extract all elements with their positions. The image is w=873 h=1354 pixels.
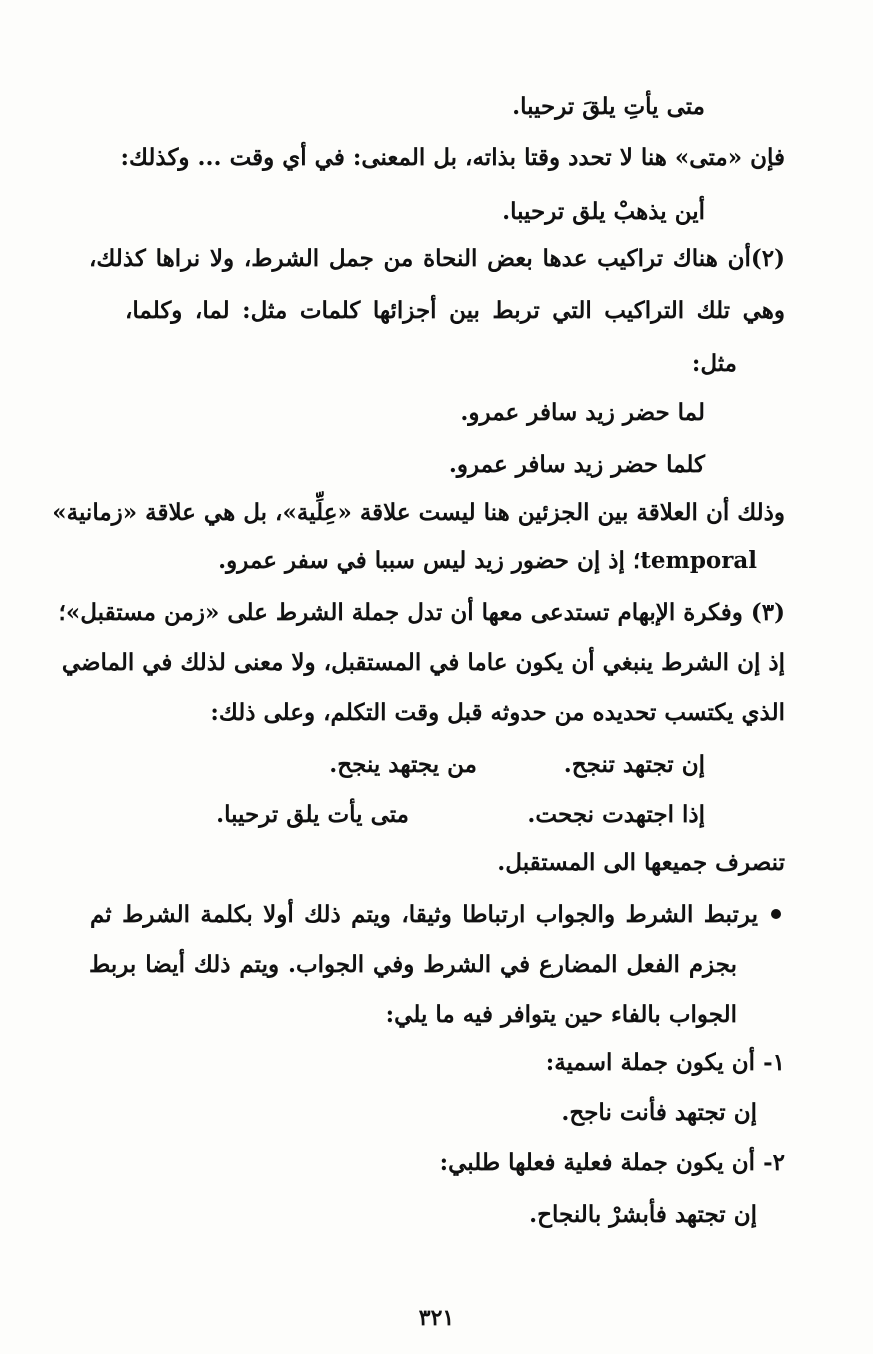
text-line: إن تجتهد فأبشرْ بالنجاح.	[529, 1201, 757, 1228]
text-line: (٢)أن هناك تراكيب عدها بعض النحاة من جمل الشرط، ولا نراها كذلك،	[89, 245, 785, 272]
text-line: الجواب بالفاء حين يتوافر فيه ما يلي:	[385, 1001, 737, 1028]
text-line: تنصرف جميعها الى المستقبل.	[497, 849, 785, 876]
page-number: ٣٢١	[418, 1305, 455, 1331]
text-line: إذ إن الشرط ينبغي أن يكون عاما في المستقبل، ولا معنى لذلك في الماضي	[61, 649, 785, 676]
text-line: إن تجتهد فأنت ناجح.	[561, 1099, 757, 1126]
text-line: فإن «متى» هنا لا تحدد وقتا بذاته، بل المعنى: في أي وقت ... وكذلك:	[120, 144, 785, 171]
text-line: يرتبط الشرط والجواب ارتباطا وثيقا، ويتم ذلك أولا بكلمة الشرط ثم	[90, 901, 758, 928]
text-line: الذي يكتسب تحديده من حدوثه قبل وقت التكلم، وعلى ذلك:	[210, 699, 785, 726]
text-line: ٢- أن يكون جملة فعلية فعلها طلبي:	[439, 1149, 785, 1176]
text-line: (٣) وفكرة الإبهام تستدعى معها أن تدل جملة الشرط على «زمن مستقبل»؛	[58, 599, 785, 626]
text-line: ١- أن يكون جملة اسمية:	[545, 1049, 785, 1076]
text-line: لما حضر زيد سافر عمرو.	[460, 399, 705, 426]
example-text: متى يأت يلق ترحيبا.	[216, 801, 409, 828]
text-line: temporal؛ إذ إن حضور زيد ليس سببا في سفر عمرو.	[218, 547, 757, 574]
text-line: متى يأتِ يلقَ ترحيبا.	[512, 93, 705, 120]
text-line: وهي تلك التراكيب التي تربط بين أجزائها كلمات مثل: لما، وكلما،	[125, 297, 785, 324]
text-line: وذلك أن العلاقة بين الجزئين هنا ليست علاقة «عِلِّية»، بل هي علاقة «زمانية»	[52, 499, 785, 526]
text-line: كلما حضر زيد سافر عمرو.	[448, 451, 705, 478]
example-text: إن تجتهد تنجح.	[563, 751, 705, 778]
text-line: بجزم الفعل المضارع في الشرط وفي الجواب. ويتم ذلك أيضا بربط	[89, 951, 737, 978]
example-text: من يجتهد ينجح.	[329, 751, 477, 778]
bullet-icon	[771, 909, 781, 919]
text-line: مثل:	[691, 350, 737, 377]
example-text: إذا اجتهدت نجحت.	[527, 801, 705, 828]
text-line: أين يذهبْ يلق ترحيبا.	[502, 198, 705, 225]
